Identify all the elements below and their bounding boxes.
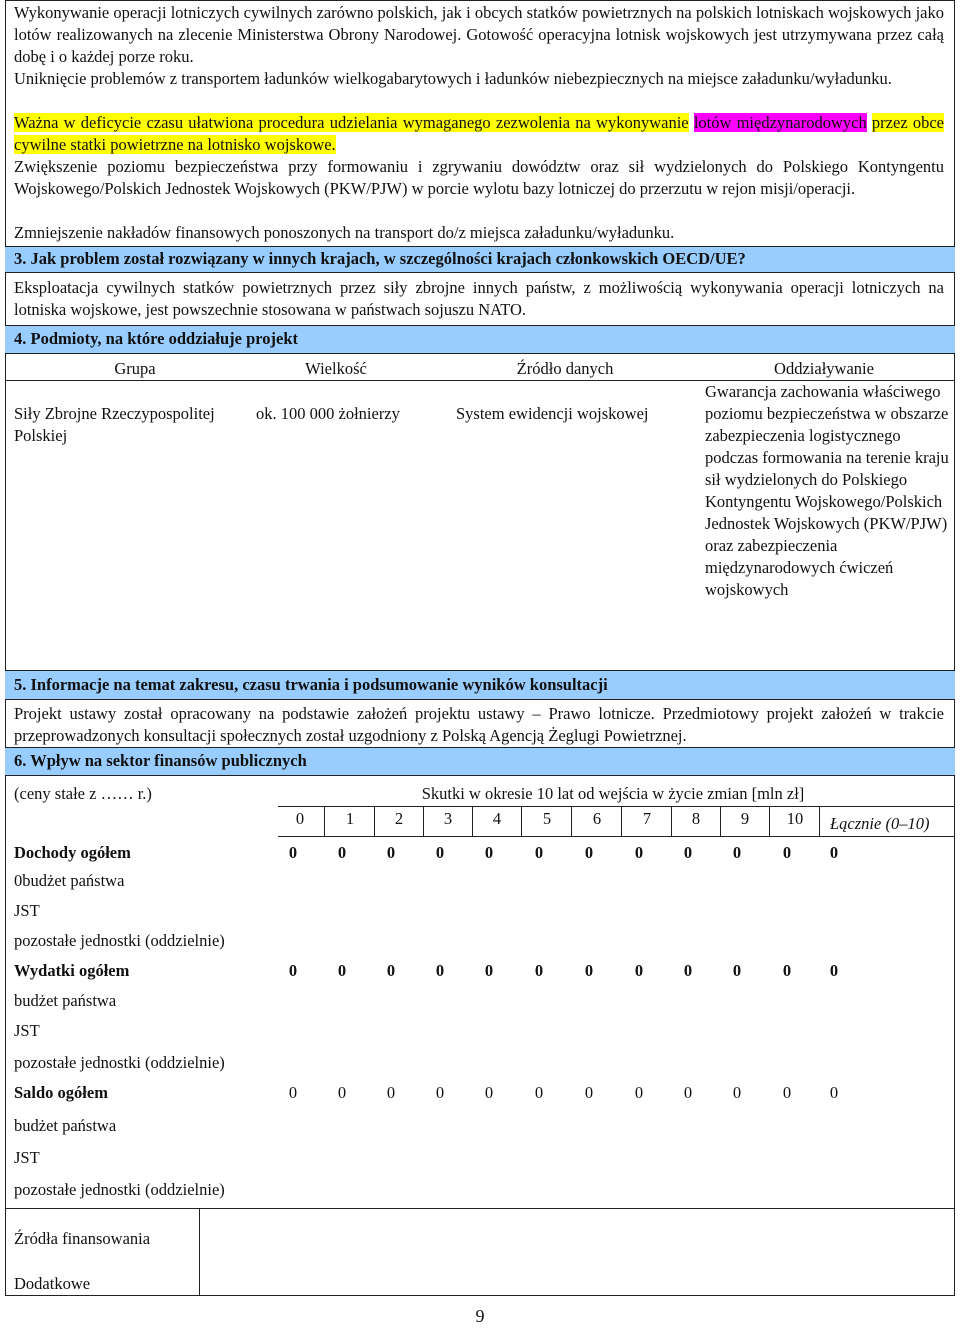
finance-value: 0 bbox=[829, 961, 839, 980]
year-header-9: 9 bbox=[740, 809, 750, 828]
prices-label: (ceny stałe z …… r.) bbox=[14, 784, 152, 803]
col-header-source: Źródło danych bbox=[516, 359, 614, 378]
finance-value: 0 bbox=[782, 843, 792, 862]
highlight-yellow-2: przez obce cywilne statki powietrzne na lotnisko wojskowe. bbox=[14, 113, 944, 154]
section-4-header: 4. Podmioty, na które oddziałuje projekt bbox=[5, 326, 955, 353]
finance-row-label: Saldo ogółem bbox=[14, 1083, 108, 1102]
finance-row-label: Wydatki ogółem bbox=[14, 961, 130, 980]
finance-value: 0 bbox=[484, 1083, 494, 1102]
finance-value: 0 bbox=[337, 961, 347, 980]
highlight-yellow-1: Ważna w deficycie czasu ułatwiona procedura udzielania wymaganego zezwolenia na wykonywanie bbox=[14, 113, 689, 132]
finance-value: 0 bbox=[829, 843, 839, 862]
finance-value: 0 bbox=[435, 1083, 445, 1102]
finance-value: 0 bbox=[634, 1083, 644, 1102]
intro-paragraph-1: Wykonywanie operacji lotniczych cywilnych zarówno polskich, jak i obcych statków powietrznych na polskich lotniskach wojskowych jako lotów realizowanych na zlecenie Ministerstwa Obrony Narodowej. Gotowość operacyjna lotnisk wojskowych jest utrzymywana przez całą dobę i o każdej porze roku. bbox=[14, 3, 944, 66]
year-header-6: 6 bbox=[592, 809, 602, 828]
row-size: ok. 100 000 żołnierzy bbox=[256, 404, 400, 423]
finance-value: 0 bbox=[484, 961, 494, 980]
section-3-header: 3. Jak problem został rozwiązany w innych krajach, w szczególności krajach członkowskich OECD/UE? bbox=[5, 247, 955, 272]
finance-value: 0 bbox=[683, 961, 693, 980]
finance-value: 0 bbox=[634, 961, 644, 980]
finance-value: 0 bbox=[534, 1083, 544, 1102]
finance-value: 0 bbox=[534, 961, 544, 980]
finance-row-label: Dochody ogółem bbox=[14, 843, 131, 862]
finance-row-label: budżet państwa bbox=[14, 991, 117, 1010]
row-impact: Gwarancja zachowania właściwego poziomu bezpieczeństwa w obszarze zabezpieczenia logistycznego podczas formowania na terenie kraju sił wydzielonych do Polskiego Kontyngentu Wojskowego/Polskich Jednostek Wojskowych (PKW/PJW) oraz zabezpieczenia międzynarodowych ćwiczeń wojskowych bbox=[705, 382, 949, 599]
row-group: Siły Zbrojne Rzeczypospolitej Polskiej bbox=[14, 404, 215, 445]
finance-value: 0 bbox=[484, 843, 494, 862]
year-header-8: 8 bbox=[691, 809, 701, 828]
highlight-magenta: lotów międzynarodowych bbox=[693, 113, 867, 132]
year-header-3: 3 bbox=[443, 809, 453, 828]
page-number: 9 bbox=[475, 1306, 485, 1326]
year-header-10: 10 bbox=[786, 809, 804, 828]
finance-row-label: JST bbox=[14, 1021, 40, 1040]
col-header-size: Wielkość bbox=[305, 359, 367, 378]
finance-value: 0 bbox=[386, 843, 396, 862]
col-header-group: Grupa bbox=[114, 359, 156, 378]
section-3-text: Eksploatacja cywilnych statków powietrznych przez siły zbrojne innych państw, z możliwością wykonywania operacji lotniczych na lotniska wojskowe, jest powszechnie stosowana w państwach sojuszu NATO. bbox=[14, 278, 944, 319]
year-header-5: 5 bbox=[542, 809, 552, 828]
finance-row-label: 0budżet państwa bbox=[14, 871, 125, 890]
finance-row-label: pozostałe jednostki (oddzielnie) bbox=[14, 931, 225, 950]
finance-value: 0 bbox=[288, 961, 298, 980]
finance-value: 0 bbox=[683, 843, 693, 862]
year-header-1: 1 bbox=[345, 809, 355, 828]
finance-value: 0 bbox=[732, 1083, 742, 1102]
total-label: Łącznie (0–10) bbox=[830, 814, 930, 833]
finance-value: 0 bbox=[732, 961, 742, 980]
finance-row-label: pozostałe jednostki (oddzielnie) bbox=[14, 1180, 225, 1199]
finance-value: 0 bbox=[337, 843, 347, 862]
finance-row-label: pozostałe jednostki (oddzielnie) bbox=[14, 1053, 225, 1072]
finance-value: 0 bbox=[435, 961, 445, 980]
finance-value: 0 bbox=[288, 843, 298, 862]
row-source: System ewidencji wojskowej bbox=[456, 404, 649, 423]
section-5-header: 5. Informacje na temat zakresu, czasu trwania i podsumowanie wyników konsultacji bbox=[5, 671, 955, 699]
col-header-impact: Oddziaływanie bbox=[774, 359, 874, 378]
finance-value: 0 bbox=[683, 1083, 693, 1102]
effects-header: Skutki w okresie 10 lat od wejścia w życie zmian [mln zł] bbox=[421, 784, 805, 803]
finance-value: 0 bbox=[337, 1083, 347, 1102]
finance-row-label: JST bbox=[14, 901, 40, 920]
intro-paragraph-4: Zmniejszenie nakładów finansowych ponoszonych na transport do/z miejsca załadunku/wyładunku. bbox=[14, 223, 675, 242]
finance-value: 0 bbox=[782, 1083, 792, 1102]
finance-value: 0 bbox=[386, 961, 396, 980]
finance-row-label: JST bbox=[14, 1148, 40, 1167]
finance-value: 0 bbox=[732, 843, 742, 862]
finance-value: 0 bbox=[534, 843, 544, 862]
year-header-4: 4 bbox=[492, 809, 502, 828]
intro-paragraph-2: Uniknięcie problemów z transportem ładunków wielkogabarytowych i ładunków niebezpiecznych na miejsce załadunku/wyładunku. bbox=[14, 69, 892, 88]
year-header-0: 0 bbox=[295, 809, 305, 828]
finance-value: 0 bbox=[288, 1083, 298, 1102]
additional-label: Dodatkowe bbox=[14, 1274, 91, 1293]
finance-value: 0 bbox=[829, 1083, 839, 1102]
finance-value: 0 bbox=[584, 1083, 594, 1102]
year-header-2: 2 bbox=[394, 809, 404, 828]
intro-paragraph-3: Zwiększenie poziomu bezpieczeństwa przy formowaniu i zgrywaniu dowództw oraz sił wydzielonych do Polskiego Kontyngentu Wojskowego/Polskich Jednostek Wojskowych (PKW/PJW) w porcie wylotu bazy lotniczej do przerzutu w rejon misji/operacji. bbox=[14, 157, 944, 198]
year-header-7: 7 bbox=[642, 809, 652, 828]
finance-value: 0 bbox=[584, 961, 594, 980]
finance-value: 0 bbox=[782, 961, 792, 980]
finance-value: 0 bbox=[584, 843, 594, 862]
finance-row-label: budżet państwa bbox=[14, 1116, 117, 1135]
section-6-header: 6. Wpływ na sektor finansów publicznych bbox=[5, 748, 955, 775]
sources-label: Źródła finansowania bbox=[14, 1229, 151, 1248]
highlighted-paragraph bbox=[14, 112, 944, 156]
section-5-text: Projekt ustawy został opracowany na podstawie założeń projektu ustawy – Prawo lotnicze. Przedmiotowy projekt założeń w trakcie przeprowadzonych konsultacji społecznych został uzgodniony z Polską Agencją Żeglugi Powietrznej. bbox=[14, 704, 944, 745]
finance-value: 0 bbox=[435, 843, 445, 862]
finance-value: 0 bbox=[386, 1083, 396, 1102]
finance-value: 0 bbox=[634, 843, 644, 862]
